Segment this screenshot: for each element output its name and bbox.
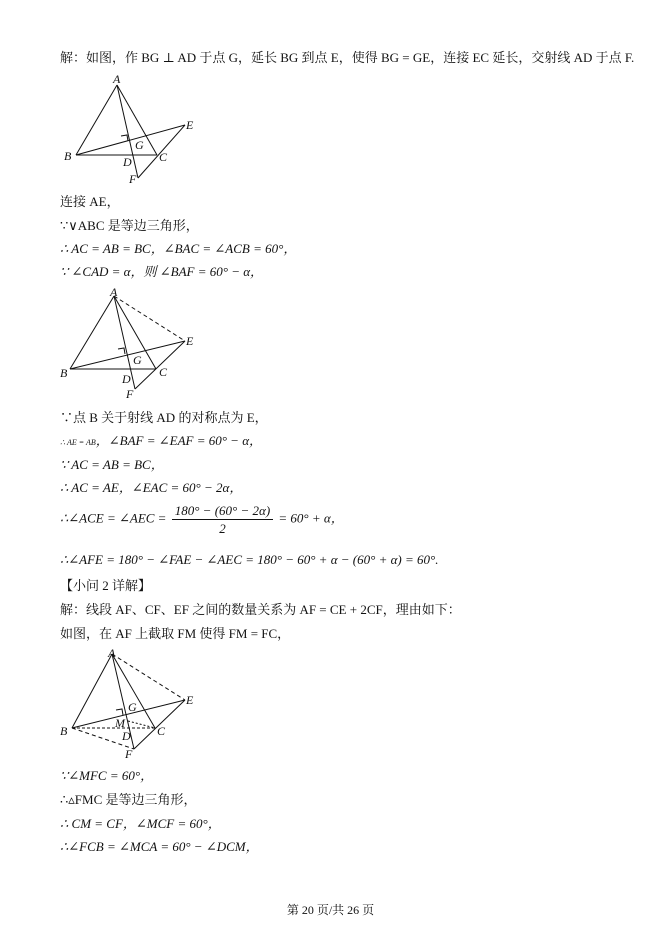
fig1-label-f: F	[129, 172, 137, 186]
fig1-label-e: E	[186, 118, 194, 132]
section-header-q2: 【小问 2 详解】	[60, 578, 152, 593]
q2-solution-intro: 解：线段 AF、CF、EF 之间的数量关系为 AF = CE + 2CF，理由如下：	[60, 602, 461, 617]
solution-intro: 解：如图，作 BG ⊥ AD 于点 G，延长 BG 到点 E，使得 BG = GE，连接 EC 延长，交射线 AD 于点 F.	[60, 50, 635, 65]
ae-ab-small: ∴ AE = AB	[60, 438, 96, 447]
fig3-label-f: F	[125, 747, 133, 761]
equilateral-statement: ∵∨ABC 是等边三角形，	[60, 218, 199, 233]
fig3-label-m: M	[115, 716, 125, 730]
figure-1	[60, 72, 210, 187]
fig2-label-a: A	[110, 285, 118, 299]
figure-3	[60, 643, 210, 763]
page-footer: 第 20 页/共 26 页	[286, 903, 375, 917]
fig1-label-b: B	[64, 149, 72, 163]
fig2-label-g: G	[133, 353, 142, 367]
fraction-suffix: = 60° + α，	[278, 510, 344, 526]
fig3-label-e: E	[186, 693, 194, 707]
connect-ae: 连接 AE，	[60, 194, 120, 209]
cm-equals-cf: ∴ CM = CF，∠MCF = 60°，	[60, 816, 221, 831]
symmetric-point: ∵点 B 关于射线 AD 的对称点为 E，	[60, 410, 268, 425]
fig1-label-g: G	[135, 138, 144, 152]
fig2-label-b: B	[60, 366, 68, 380]
fmc-equilateral: ∴▵FMC 是等边三角形，	[60, 792, 197, 807]
fig1-label-d: D	[123, 155, 132, 169]
fraction	[172, 502, 273, 537]
fig3-label-a: A	[108, 646, 116, 660]
equal-sides: ∴ AC = AB = BC，∠BAC = ∠ACB = 60°，	[60, 241, 297, 256]
fraction-prefix: ∴∠ACE = ∠AEC =	[60, 510, 167, 526]
fig3-label-c: C	[157, 724, 166, 738]
angle-fcb: ∴∠FCB = ∠MCA = 60° − ∠DCM，	[60, 839, 259, 854]
fig3-label-b: B	[60, 724, 68, 738]
fig2-label-d: D	[122, 372, 131, 386]
fraction-numerator: 180° − (60° − 2α)	[172, 502, 273, 520]
fig3-label-g: G	[128, 700, 137, 714]
fig1-label-c: C	[159, 150, 168, 164]
fig2-label-f: F	[126, 387, 134, 401]
angle-ace-fraction	[60, 502, 344, 537]
ac-equals-ae: ∴ AC = AE，∠EAC = 60° − 2α，	[60, 480, 243, 495]
figure-2	[60, 285, 210, 400]
fig1-label-a: A	[113, 72, 121, 86]
ae-equals-ab	[60, 432, 262, 452]
sides-equal-again: ∵ AC = AB = BC，	[60, 457, 164, 472]
fig2-label-e: E	[186, 334, 194, 348]
angle-mfc: ∵∠MFC = 60°，	[60, 768, 154, 783]
fig3-label-d: D	[122, 729, 131, 743]
fig2-label-c: C	[159, 365, 168, 379]
angle-afe: ∴∠AFE = 180° − ∠FAE − ∠AEC = 180° − 60° + α − (60° + α) = 60°.	[60, 552, 439, 567]
angle-cad: ∵ ∠CAD = α，则 ∠BAF = 60° − α，	[60, 264, 264, 279]
construct-fm: 如图，在 AF 上截取 FM 使得 FM = FC，	[60, 626, 291, 641]
angle-equality: ，∠BAF = ∠EAF = 60° − α，	[95, 433, 263, 448]
fraction-denominator: 2	[219, 521, 226, 536]
